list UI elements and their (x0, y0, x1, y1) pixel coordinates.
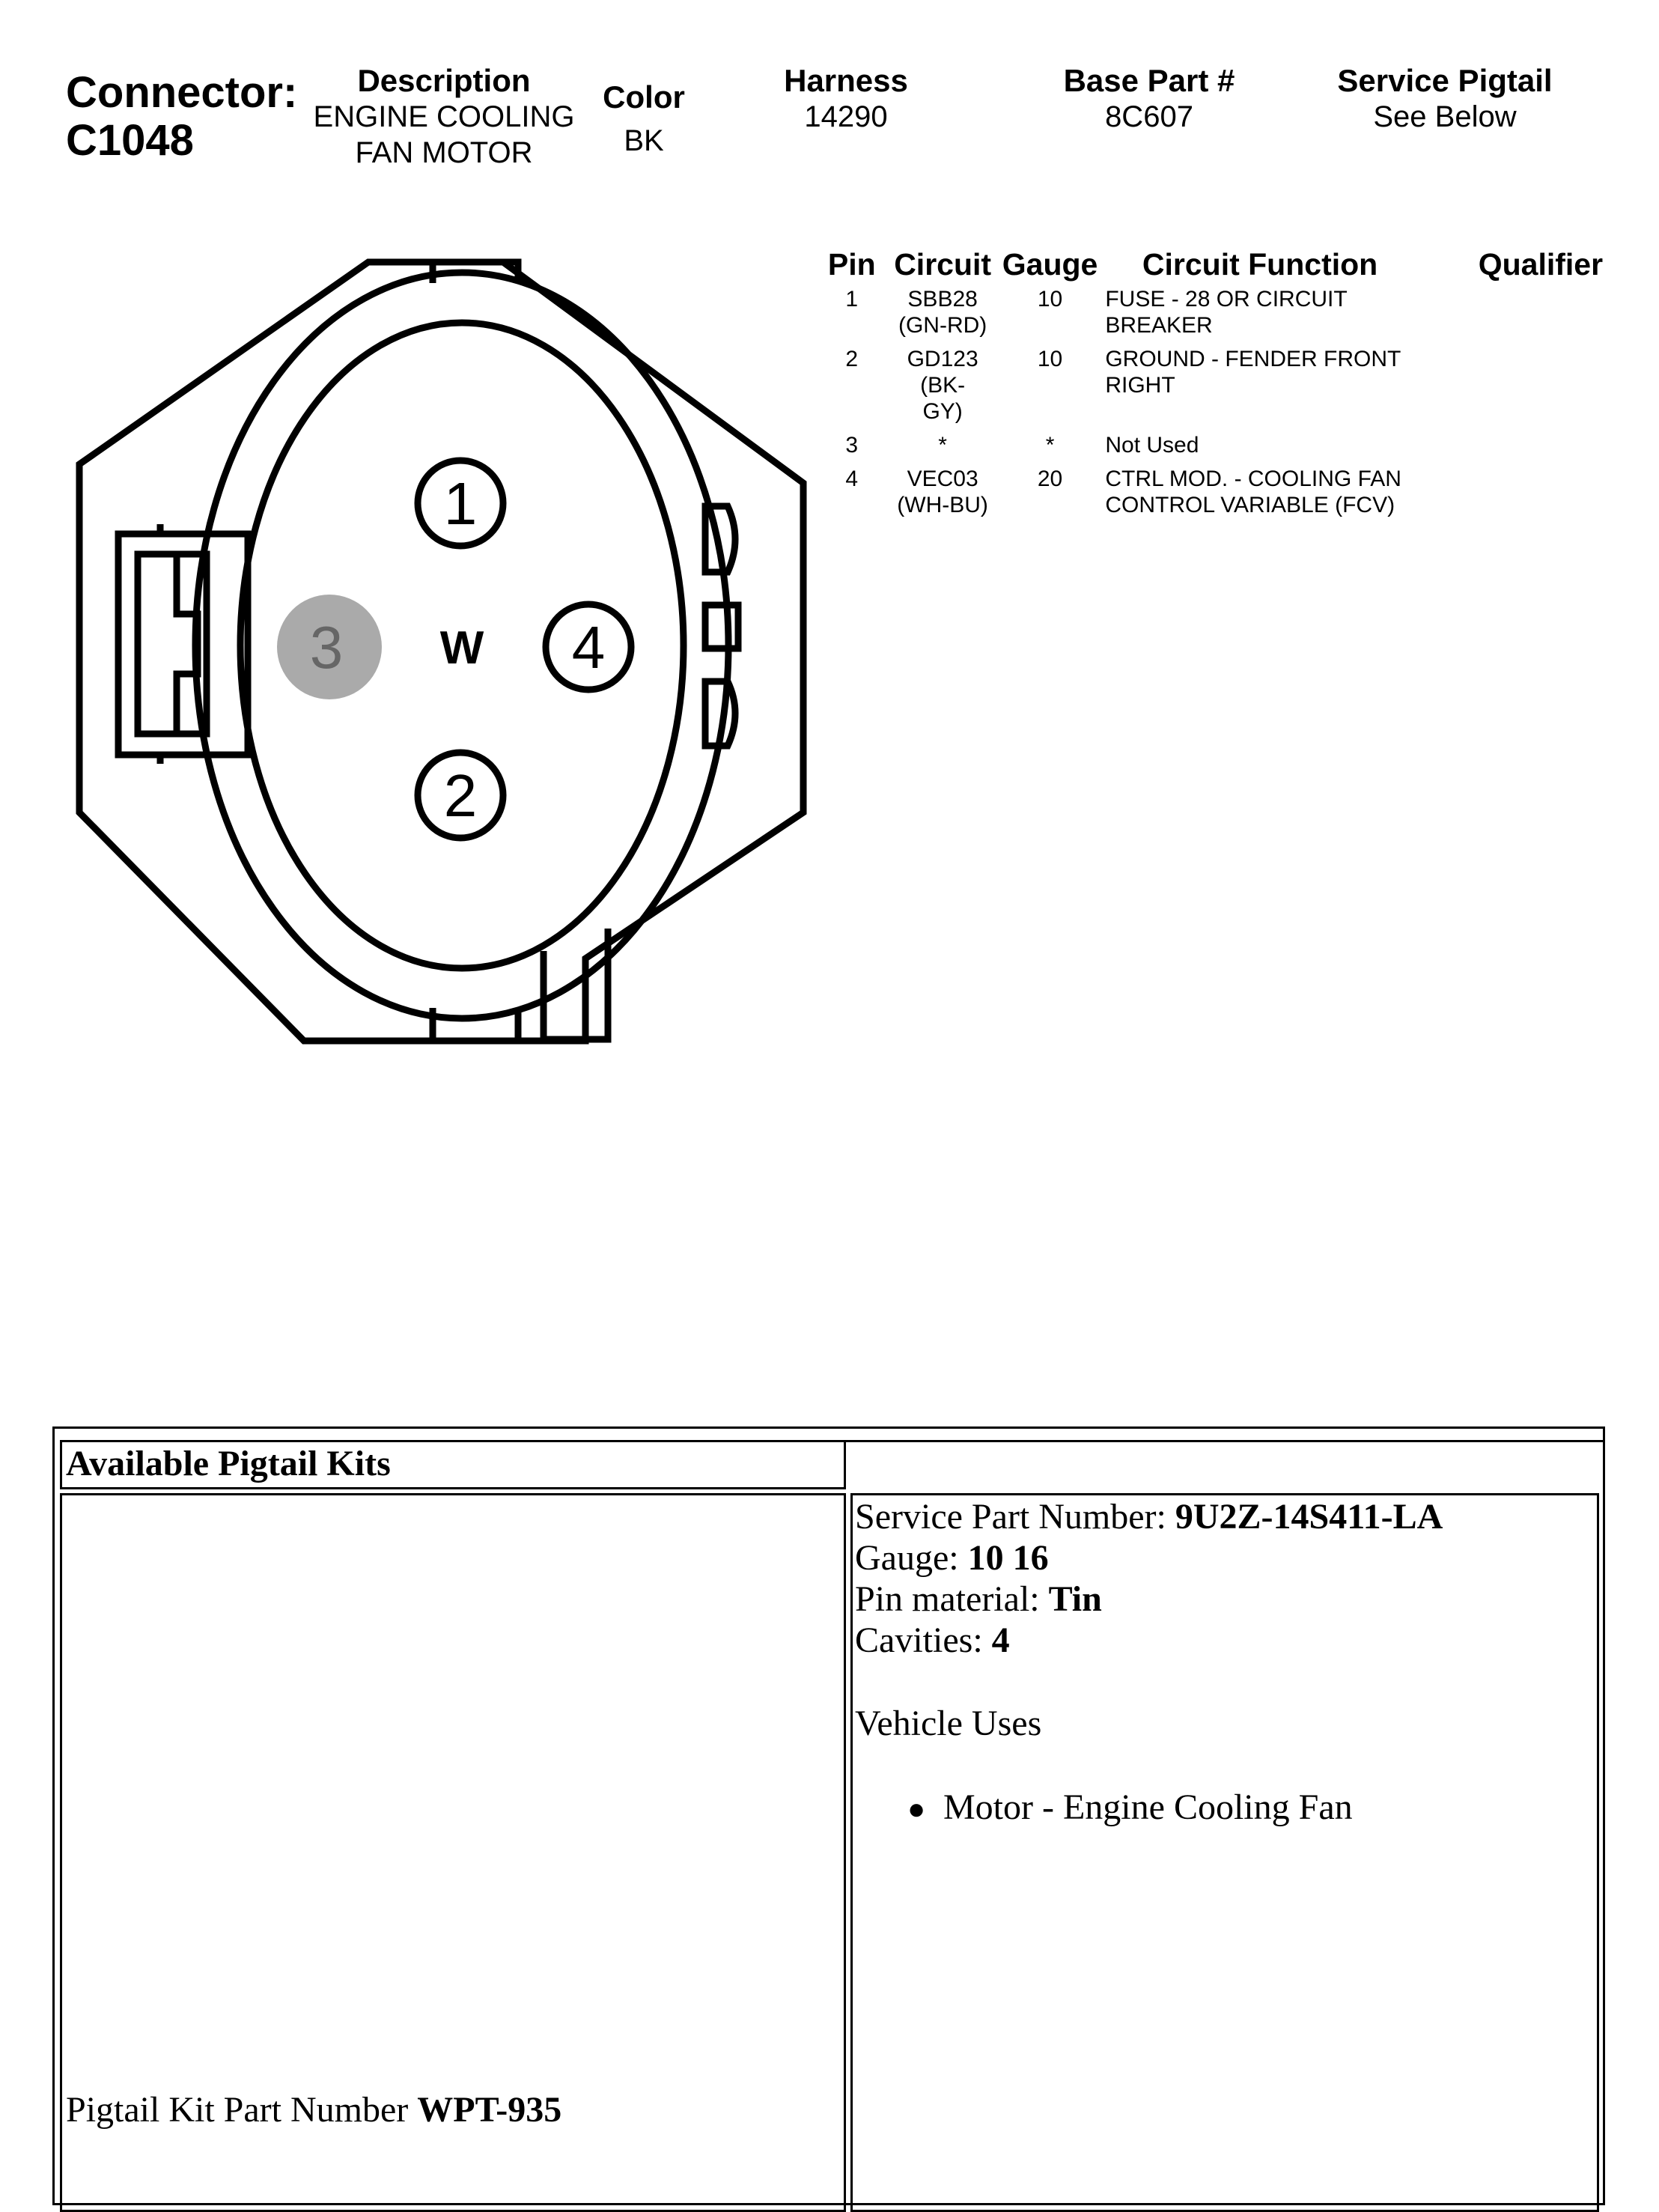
col-circuit: Circuit (894, 247, 992, 282)
harness-header (749, 63, 943, 135)
description-line1: ENGINE COOLING (313, 100, 575, 133)
circuit-line: * (938, 433, 947, 458)
pigtail-header-right-cell (844, 1440, 1605, 1489)
function-cell (1098, 466, 1422, 526)
left-latch-notch (177, 554, 198, 734)
function-line: CTRL MOD. - COOLING FAN (1105, 467, 1401, 491)
qualifier-cell (1422, 432, 1659, 466)
qualifier-cell (1422, 346, 1659, 432)
table-row (821, 286, 1659, 346)
pin-cell: 2 (845, 347, 859, 371)
color-header (584, 79, 704, 159)
connector-label: Connector: (66, 68, 298, 117)
pigtail-kit-value: WPT-935 (417, 2090, 562, 2130)
function-line: Not Used (1105, 433, 1199, 458)
function-line: BREAKER (1105, 313, 1213, 338)
function-cell (1098, 286, 1422, 346)
circuit-line: SBB28 (907, 287, 978, 312)
gauge-cell: 20 (1037, 467, 1063, 491)
gauge-cell: 10 (1037, 347, 1063, 371)
function-line: CONTROL VARIABLE (FCV) (1105, 493, 1395, 517)
function-cell (1098, 432, 1422, 466)
table-row (821, 346, 1659, 432)
col-qualifier: Qualifier (1478, 247, 1604, 282)
description-header (298, 63, 590, 171)
circuit-line: VEC03 (907, 467, 978, 491)
service-pigtail-header (1318, 63, 1572, 135)
circuit-cell (883, 432, 1002, 466)
pin-material-row (855, 1579, 1443, 1620)
connector-face-diagram (72, 255, 813, 1063)
pin-table-header (821, 247, 1659, 286)
service-part-info (855, 1496, 1443, 1661)
col-circuit-function: Circuit Function (1142, 247, 1378, 282)
table-row (821, 432, 1659, 466)
qualifier-cell (1422, 466, 1659, 526)
circuit-line: (WH-BU) (897, 493, 988, 517)
circuit-cell (883, 346, 1002, 432)
pin-1-label: 1 (443, 470, 478, 537)
base-part-label: Base Part # (1063, 63, 1235, 98)
circuit-line: GY) (922, 399, 963, 424)
pin-cell: 3 (845, 433, 859, 458)
color-label: Color (603, 79, 685, 115)
service-part-label: Service Part Number: (855, 1497, 1166, 1537)
circuit-line: (GN-RD) (898, 313, 987, 338)
qualifier-cell (1422, 286, 1659, 346)
function-line: RIGHT (1105, 373, 1175, 398)
function-line: GROUND - FENDER FRONT (1105, 347, 1401, 371)
service-pigtail-label: Service Pigtail (1337, 63, 1553, 98)
base-part-header (1033, 63, 1265, 135)
harness-value: 14290 (804, 100, 888, 133)
color-value: BK (624, 124, 664, 157)
gauge-cell: 10 (1037, 287, 1063, 312)
circuit-cell (883, 466, 1002, 526)
cavities-row (855, 1620, 1443, 1661)
gauge-cell: * (1045, 433, 1055, 458)
harness-label: Harness (784, 63, 908, 98)
table-row (821, 466, 1659, 526)
service-pigtail-value: See Below (1373, 100, 1517, 133)
pin-table (821, 247, 1659, 526)
gauge-value: 10 16 (967, 1538, 1049, 1578)
pin-1 (418, 461, 503, 546)
description-line2: FAN MOTOR (355, 136, 533, 169)
col-pin: Pin (827, 247, 876, 282)
cavities-label: Cavities: (855, 1620, 983, 1660)
circuit-line: GD123 (BK- (907, 347, 978, 398)
pigtail-kit-label: Pigtail Kit Part Number (66, 2090, 409, 2130)
connector-title (66, 69, 297, 165)
gauge-label: Gauge: (855, 1538, 959, 1578)
service-part-value: 9U2Z-14S411-LA (1175, 1497, 1443, 1537)
circuit-cell (883, 286, 1002, 346)
function-line: FUSE - 28 OR CIRCUIT (1105, 287, 1348, 312)
pin-cell: 4 (845, 467, 859, 491)
list-item: Motor - Engine Cooling Fan (943, 1787, 1353, 1827)
pin-material-value: Tin (1048, 1579, 1102, 1619)
connector-id: C1048 (66, 116, 194, 165)
function-cell (1098, 346, 1422, 432)
pin-4 (546, 604, 631, 690)
right-terminal-middle (705, 605, 738, 648)
vehicle-uses-heading: Vehicle Uses (855, 1704, 1042, 1743)
cavities-value: 4 (991, 1620, 1010, 1660)
pigtail-kit-part-number (66, 2088, 561, 2133)
description-label: Description (357, 63, 531, 98)
pin-cell: 1 (845, 287, 859, 312)
pin-material-label: Pin material: (855, 1579, 1040, 1619)
bullet-icon: ● (907, 1793, 926, 1826)
pin-4-label: 4 (571, 614, 606, 681)
pigtail-section-title: Available Pigtail Kits (66, 1444, 391, 1483)
pin-3-label: 3 (309, 614, 344, 681)
col-gauge: Gauge (1002, 247, 1098, 282)
pin-3-unused (277, 595, 382, 699)
key-letter: W (439, 622, 484, 674)
base-part-value: 8C607 (1105, 100, 1193, 133)
pin-2-label: 2 (443, 762, 478, 829)
pin-2 (418, 753, 503, 838)
gauge-row (855, 1537, 1443, 1579)
service-part-row (855, 1496, 1443, 1537)
